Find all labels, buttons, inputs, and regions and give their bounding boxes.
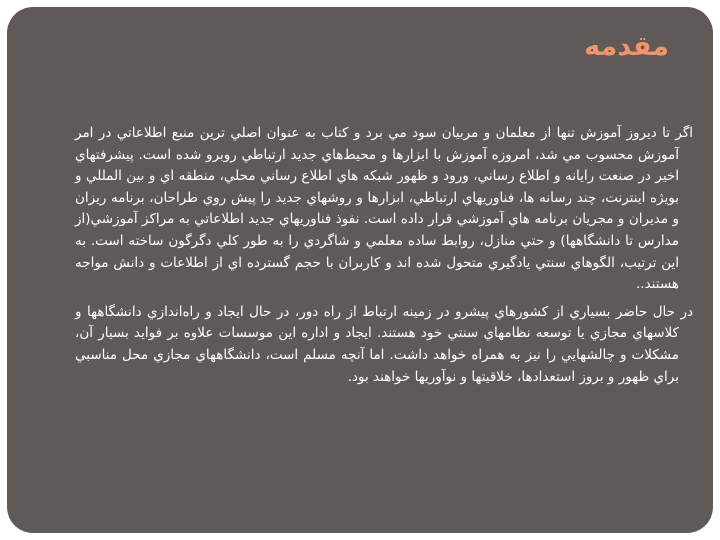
slide-body — [75, 123, 693, 394]
paragraph-introduction: اگر تا ديروز آموزش تنها از معلمان و مربيان سود مي برد و كتاب به عنوان اصلي ترين منبع اطلاعاتي در امر آموزش محسوب مي شد، امروزه آموزش با ابزارها و محيط‌هاي جديد ارتباطي روبرو شده است. پيشرفتهاي اخير در صنعت رايانه و اطلاع رساني، ورود و ظهور شبكه هاي اطلاع رساني محلي، منطقه اي و بين المللي و بويژه اينترنت، چند رسانه ها، فناوريهاي ارتباطي، ابزارها و روشهاي جديد را پيش روي طراحان، برنامه ريزان و مديران و مجريان برنامه هاي آموزشي قرار داده است. نفوذ فناوريهاي جديد اطلاعاتي به مراكز آموزشي(از مدارس تا دانشگاهها) و حتي منازل، روابط ساده معلمي و شاگردي را به طور كلي دگرگون ساخته است. به اين ترتيب، الگوهاي سنتي يادگيري متحول شده اند و كاربران با حجم گسترده اي از اطلاعات و دانش مواجه هستند.. — [75, 125, 693, 293]
slide-title: مقدمه — [584, 31, 669, 62]
paragraph-virtual-universities: در حال حاضر بسياري از كشورهاي پيشرو در زمينه ارتباط از راه دور، در حال ايجاد و راه‌اندازي دانشگاهها و كلاسهاي مجازي يا توسعه نظامهاي سنتي خود هستند. ايجاد و اداره اين موسسات علاوه بر فوايد بسيار آن، مشكلات و چالشهايي را نيز به همراه خواهد داشت. اما آنچه مسلم است، دانشگاههاي مجازي محل مناسبي براي ظهور و بروز استعدادها، خلاقيتها و نوآوريها خواهند بود. — [75, 303, 693, 385]
slide — [7, 7, 713, 533]
